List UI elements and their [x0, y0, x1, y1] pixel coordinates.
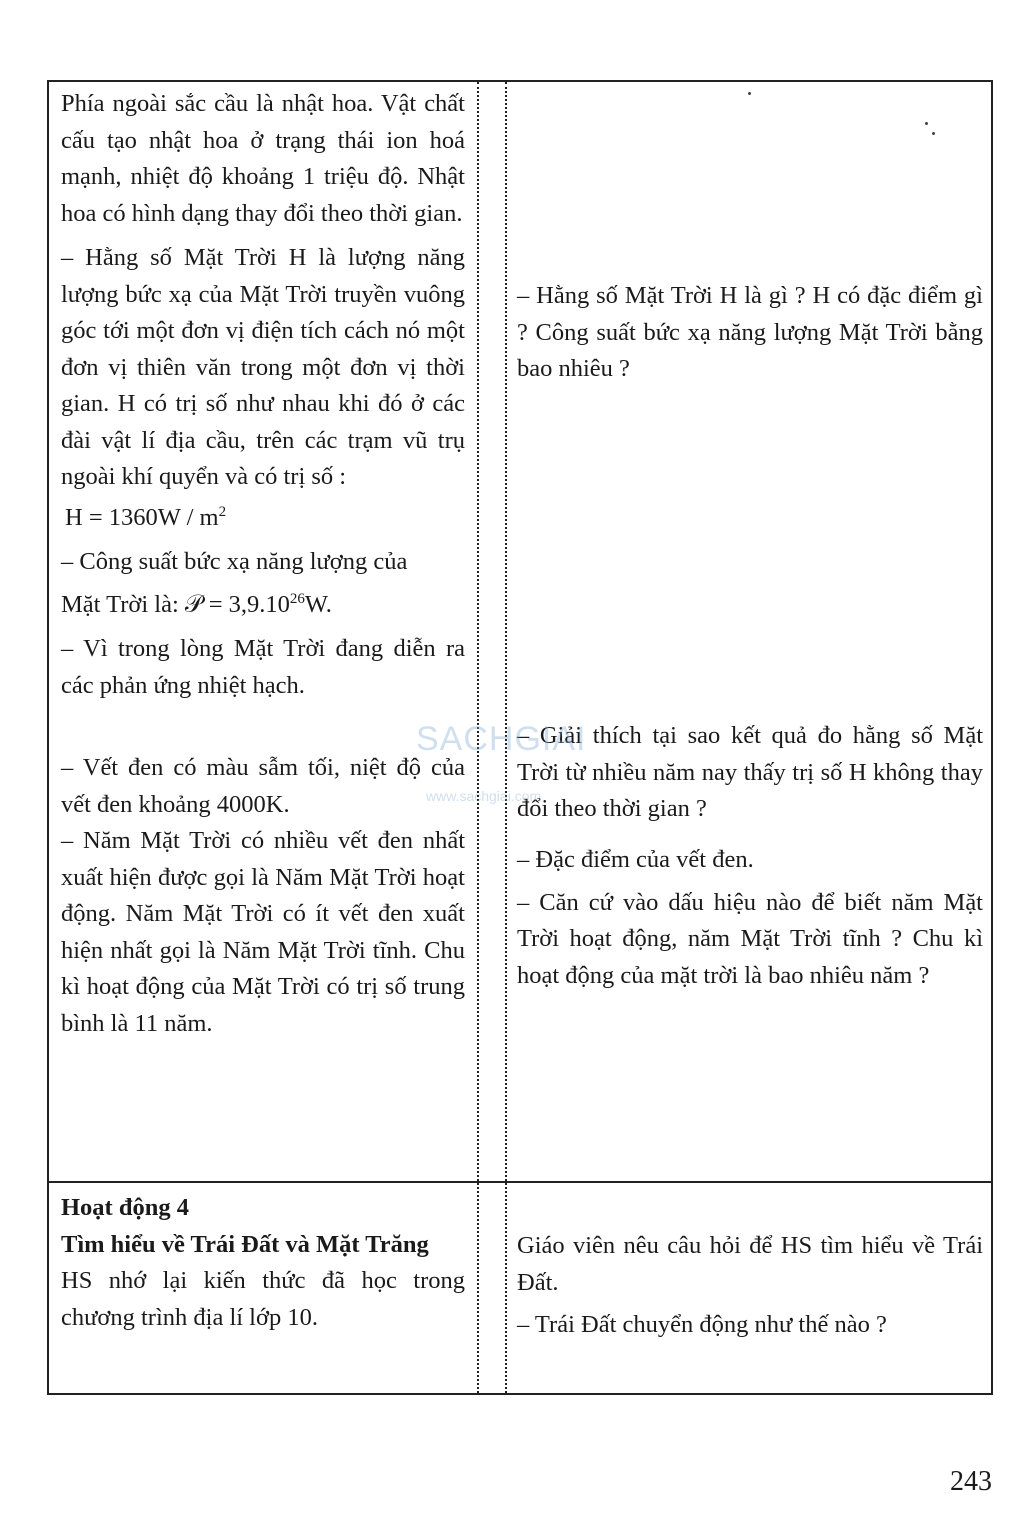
- scan-speck: [748, 92, 751, 95]
- column-divider-left: [477, 82, 479, 1393]
- question-sunspot-features: – Đặc điểm của vết đen.: [517, 846, 754, 873]
- scan-speck: [932, 132, 935, 135]
- power-exponent: 26: [289, 590, 305, 607]
- question-solar-activity: – Căn cứ vào dấu hiệu nào để biết năm Mặt Trời hoạt động, năm Mặt Trời tĩnh ? Chu kì hoạt động của mặt trời là bao nhiêu năm ?: [517, 888, 983, 989]
- row1-left-cell: [61, 86, 465, 1042]
- solar-constant-paragraph: – Hằng số Mặt Trời H là lượng năng lượng bức xạ của Mặt Trời truyền vuông góc tới một đơn vị điện tích cách nó một đơn vị thiên văn trong một đơn vị thời gian. H có trị số như nhau khi đó ở các đài vật lí địa cầu, trên các trạm vũ trụ ngoài khí quyển và có trị số :: [61, 244, 465, 490]
- activity-description: HS nhớ lại kiến thức đã học trong chương trình địa lí lớp 10.: [61, 1267, 465, 1331]
- watermark-url: www.sachgiai.com: [426, 788, 542, 804]
- watermark-logo: SACHGIAI: [416, 720, 587, 758]
- power-prefix: Mặt Trời là:: [61, 590, 185, 618]
- page-number: 243: [950, 1466, 992, 1497]
- row2-left-cell: [61, 1190, 465, 1336]
- solar-cycle-paragraph: – Năm Mặt Trời có nhiều vết đen nhất xuất hiện được gọi là Năm Mặt Trời hoạt động. Năm Mặt Trời có ít vết đen xuất hiện nhất gọi là Năm Mặt Trời tĩnh. Chu kì hoạt động của Mặt Trời có trị số trung bình là 11 năm.: [61, 827, 465, 1037]
- row1-right-q2: [517, 718, 983, 828]
- power-unit: W.: [304, 590, 332, 618]
- row-divider: [49, 1181, 991, 1183]
- question-constant-stable: – Giải thích tại sao kết quả đo hằng số Mặt Trời từ nhiều năm nay thấy trị số H không thay đổi theo thời gian ?: [517, 722, 983, 822]
- power-paragraph: – Công suất bức xạ năng lượng của: [61, 548, 408, 575]
- sunspot-paragraph: – Vết đen có màu sẫm tối, niệt độ của vết đen khoảng 4000K.: [61, 754, 465, 818]
- power-value: 𝒫 = 3,9.10: [184, 590, 290, 618]
- formula-main: H = 1360W / m: [65, 503, 219, 531]
- row1-right-q1: [517, 278, 983, 388]
- solar-constant-formula: [61, 500, 465, 537]
- row1-right-q3q4: [517, 842, 983, 994]
- activity-title: Tìm hiểu về Trái Đất và Mặt Trăng: [61, 1230, 429, 1258]
- activity-heading: Hoạt động 4: [61, 1194, 189, 1221]
- question-solar-constant: – Hằng số Mặt Trời H là gì ? H có đặc điểm gì ? Công suất bức xạ năng lượng Mặt Trời bằng bao nhiêu ?: [517, 282, 983, 382]
- row2-right-cell: [517, 1228, 983, 1344]
- formula-exponent: 2: [218, 503, 227, 520]
- fusion-paragraph: – Vì trong lòng Mặt Trời đang diễn ra các phản ứng nhiệt hạch.: [61, 635, 465, 699]
- power-formula: [61, 587, 465, 624]
- teacher-instruction: Giáo viên nêu câu hỏi để HS tìm hiểu về Trái Đất.: [517, 1232, 983, 1296]
- column-divider-right: [505, 82, 507, 1393]
- question-earth-motion: – Trái Đất chuyển động như thế nào ?: [517, 1311, 887, 1338]
- photosphere-paragraph: Phía ngoài sắc cầu là nhật hoa. Vật chất cấu tạo nhật hoa ở trạng thái ion hoá mạnh, nhiệt độ khoảng 1 triệu độ. Nhật hoa có hình dạng thay đổi theo thời gian.: [61, 90, 465, 227]
- lesson-table: [47, 80, 993, 1395]
- scan-speck: [925, 122, 928, 125]
